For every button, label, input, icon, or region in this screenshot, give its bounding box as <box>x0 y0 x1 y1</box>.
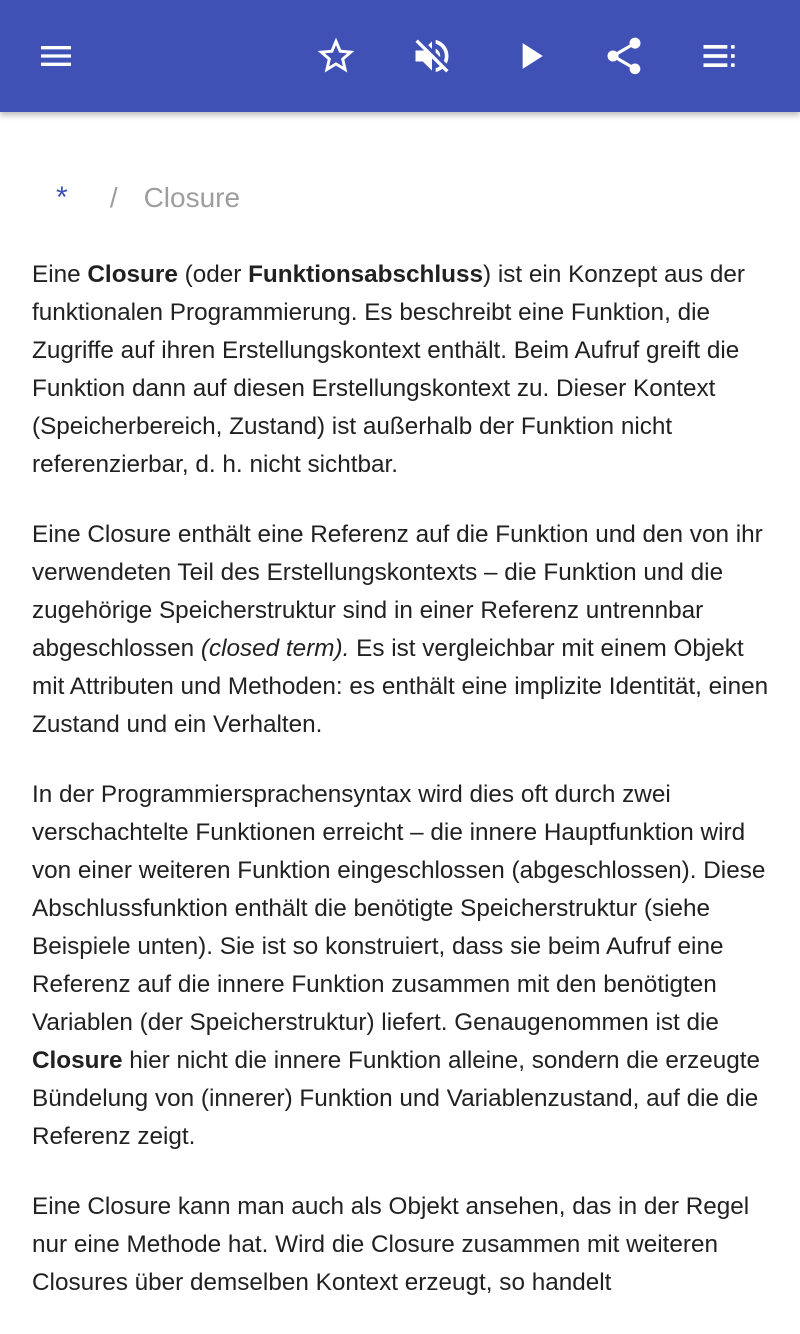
play-button[interactable] <box>498 24 562 88</box>
article-body <box>32 256 772 1334</box>
breadcrumb-separator: / <box>109 182 118 213</box>
article-paragraph-4 <box>32 1188 772 1302</box>
italic-term: (closed term). <box>200 635 350 662</box>
volume-off-icon <box>410 34 454 78</box>
text-run: hier nicht die innere Funktion alleine, sondern die erzeugte Bündelung von (innerer) Funktion und Variablenzustand, auf die die Referenz zeigt. <box>32 1047 760 1150</box>
breadcrumb-home-link[interactable]: * <box>56 181 68 214</box>
mute-button[interactable] <box>400 24 464 88</box>
bold-term: Closure <box>87 261 178 288</box>
text-run: ) ist ein Konzept aus der funktionalen Programmierung. Es beschreibt eine Funktion, die Zugriffe auf ihren Erstellungskontext enthält. Beim Aufruf greift die Funktion dann auf diesen Erstellungskontext zu. Dieser Kontext (Speicherbereich, Zustand) ist außerhalb der Funktion nicht referenzierbar, d. h. nicht sichtbar. <box>32 261 746 478</box>
text-run: Eine <box>32 261 88 288</box>
bookmark-button[interactable] <box>304 24 368 88</box>
article-content[interactable] <box>0 112 800 1296</box>
article-paragraph-2 <box>32 516 772 744</box>
text-run: Es ist vergleichbar mit einem Objekt mit Attributen und Methoden: es enthält eine implizite Identität, einen Zustand und ein Verhalten. <box>32 635 769 738</box>
bold-term: Closure <box>32 1047 123 1074</box>
text-run: In der Programmiersprachensyntax wird dies oft durch zwei verschachtelte Funktionen erreicht – die innere Hauptfunktion wird von einer weiteren Funktion eingeschlossen (abgeschlossen). Diese Abschlussfunktion enthält die benötigte Speicherstruktur (siehe Beispiele unten). Sie ist so konstruiert, dass sie beim Aufruf eine Referenz auf die innere Funktion zusammen mit den benötigten Variablen (der Speicherstruktur) liefert. Genaugenommen ist die <box>32 781 766 1036</box>
breadcrumb-current: Closure <box>143 182 241 213</box>
share-button[interactable] <box>592 24 656 88</box>
share-icon <box>602 34 646 78</box>
playlist-icon <box>698 34 742 78</box>
text-run: Eine Closure kann man auch als Objekt ansehen, das in der Regel nur eine Methode hat. Wird die Closure zusammen mit weiteren Closures über demselben Kontext erzeugt, so handelt <box>32 1193 750 1296</box>
menu-icon <box>36 36 76 76</box>
play-icon <box>508 34 552 78</box>
text-run: (oder <box>177 261 249 288</box>
breadcrumb <box>56 180 240 216</box>
article-paragraph-1 <box>32 256 772 484</box>
star-outline-icon <box>314 34 358 78</box>
article-paragraph-3 <box>32 776 772 1156</box>
contents-button[interactable] <box>688 24 752 88</box>
bold-term: Funktionsabschluss <box>248 261 484 288</box>
text-run: Eine Closure enthält eine Referenz auf die Funktion und den von ihr verwendeten Teil des Erstellungskontexts – die Funktion und die zugehörige Speicherstruktur sind in einer Referenz untrennbar abgeschlossen <box>32 521 763 662</box>
app-bar <box>0 0 800 112</box>
menu-button[interactable] <box>24 24 88 88</box>
